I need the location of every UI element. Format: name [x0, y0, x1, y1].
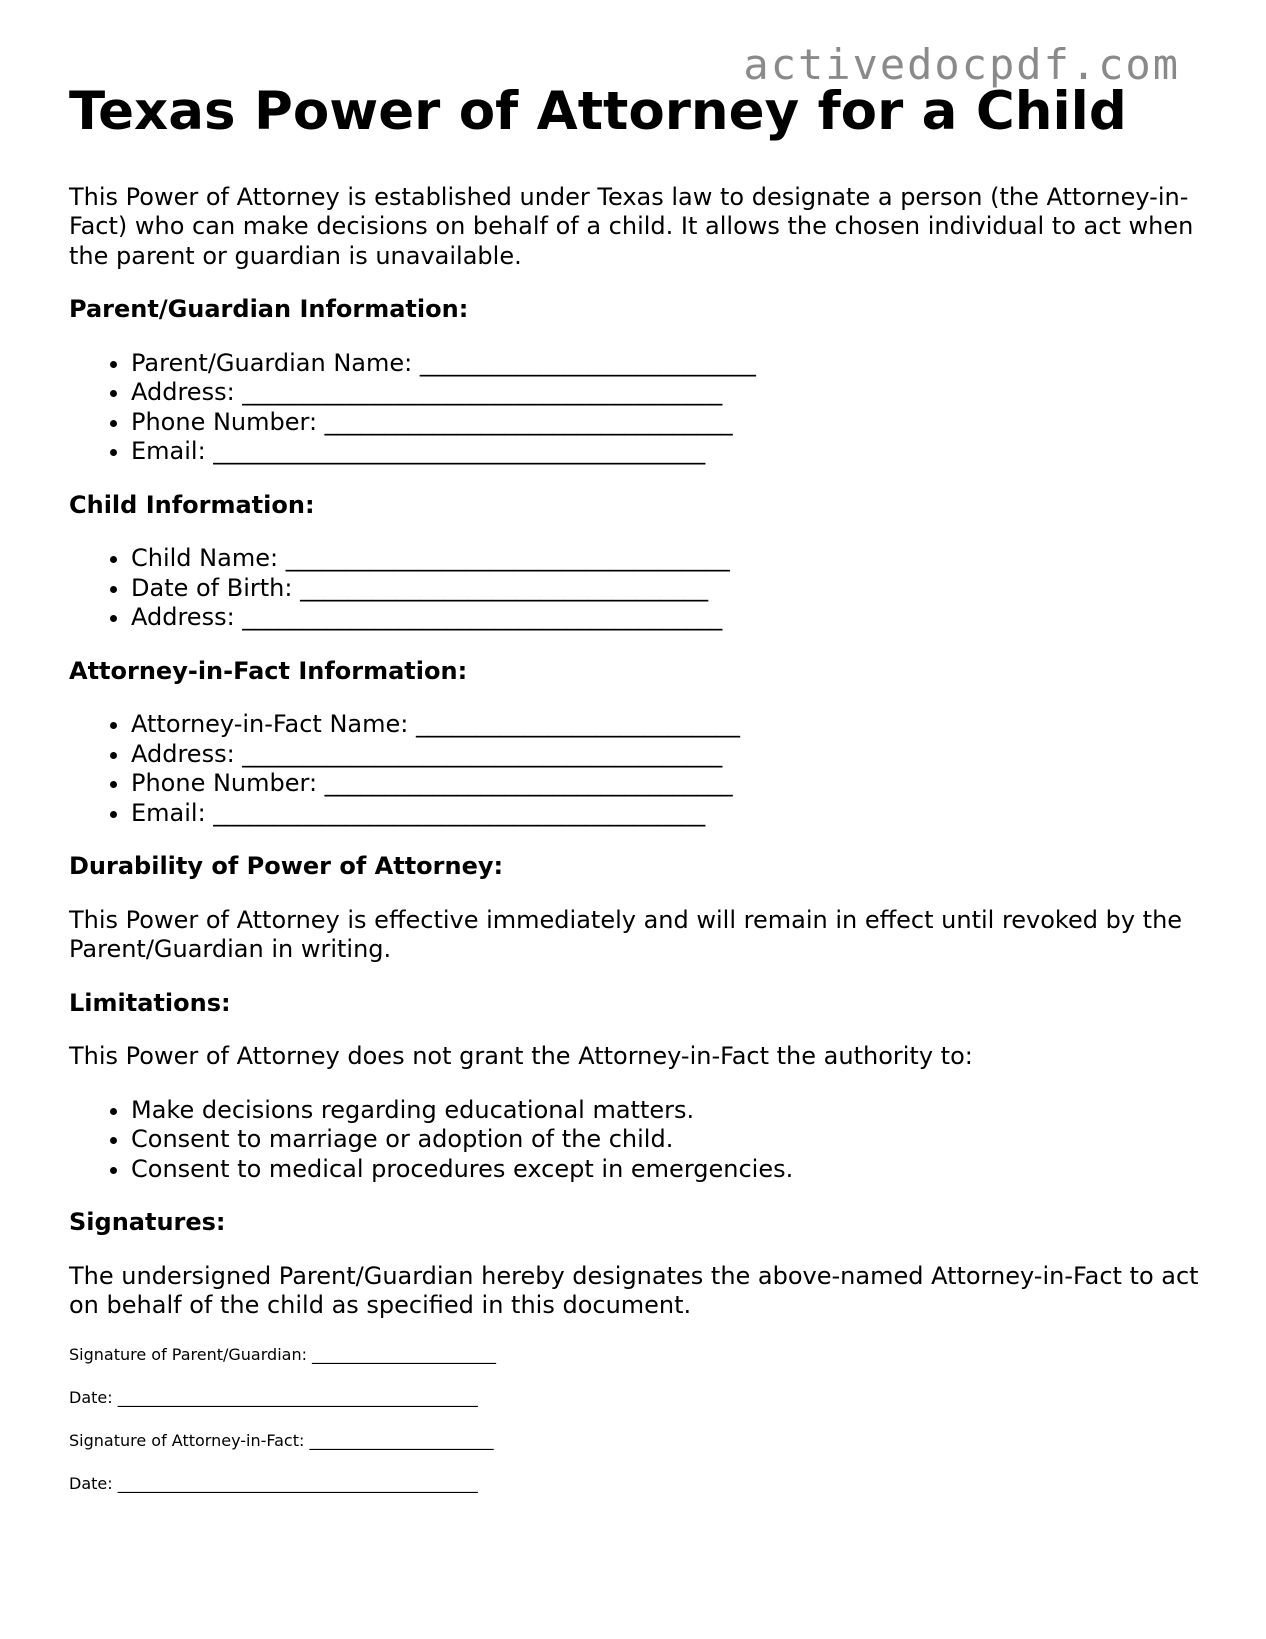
limitations-text: This Power of Attorney does not grant the Attorney-in-Fact the authority to: [69, 1042, 973, 1071]
attorney-info-list [69, 710, 1199, 828]
list-item: • Email: _________________________________________ [131, 799, 1199, 829]
attorney-date-line: Date: _____________________________________________ [69, 1473, 478, 1493]
signatures-text: The undersigned Parent/Guardian hereby designates the above-named Attorney-in-Fact to act on behalf of the child as specified in this document. [69, 1261, 1199, 1320]
list-item: • Consent to marriage or adoption of the child. [131, 1125, 1199, 1155]
list-item: • Make decisions regarding educational matters. [131, 1096, 1199, 1126]
list-item: • Date of Birth: __________________________________ [131, 574, 1199, 604]
watermark: activedocpdf.com [743, 40, 1180, 89]
parent-date-line: Date: _____________________________________________ [69, 1387, 478, 1407]
document-title: Texas Power of Attorney for a Child [69, 81, 1127, 142]
list-item: • Phone Number: __________________________________ [131, 408, 1199, 438]
limitations-heading: Limitations: [69, 988, 231, 1017]
parent-signature-line: Signature of Parent/Guardian: _______________________ [69, 1344, 497, 1364]
child-info-list [69, 544, 1199, 633]
list-item: • Parent/Guardian Name: ____________________________ [131, 349, 1199, 379]
attorney-info-heading: Attorney-in-Fact Information: [69, 656, 468, 685]
list-item: • Address: ________________________________________ [131, 740, 1199, 770]
intro-paragraph: This Power of Attorney is established under Texas law to designate a person (the Attorney-in-Fact) who can make decisions on behalf of a child. It allows the chosen individual to act when the parent or guardian is unavailable. [69, 182, 1194, 270]
list-item: • Email: _________________________________________ [131, 437, 1199, 467]
list-item: • Child Name: _____________________________________ [131, 544, 1199, 574]
child-info-heading: Child Information: [69, 490, 315, 519]
list-item: • Phone Number: __________________________________ [131, 769, 1199, 799]
attorney-signature-line: Signature of Attorney-in-Fact: _______________________ [69, 1430, 494, 1450]
list-item: • Attorney-in-Fact Name: ___________________________ [131, 710, 1199, 740]
signatures-heading: Signatures: [69, 1208, 226, 1237]
list-item: • Consent to medical procedures except in emergencies. [131, 1155, 1199, 1185]
parent-info-list [69, 349, 1199, 467]
list-item: • Address: ________________________________________ [131, 603, 1199, 633]
list-item: • Address: ________________________________________ [131, 378, 1199, 408]
parent-info-heading: Parent/Guardian Information: [69, 295, 469, 324]
document-page [69, 80, 1199, 1493]
durability-text: This Power of Attorney is effective immediately and will remain in effect until revoked by the Parent/Guardian in writing. [69, 905, 1183, 964]
durability-heading: Durability of Power of Attorney: [69, 852, 504, 881]
limitations-list [69, 1096, 1199, 1185]
